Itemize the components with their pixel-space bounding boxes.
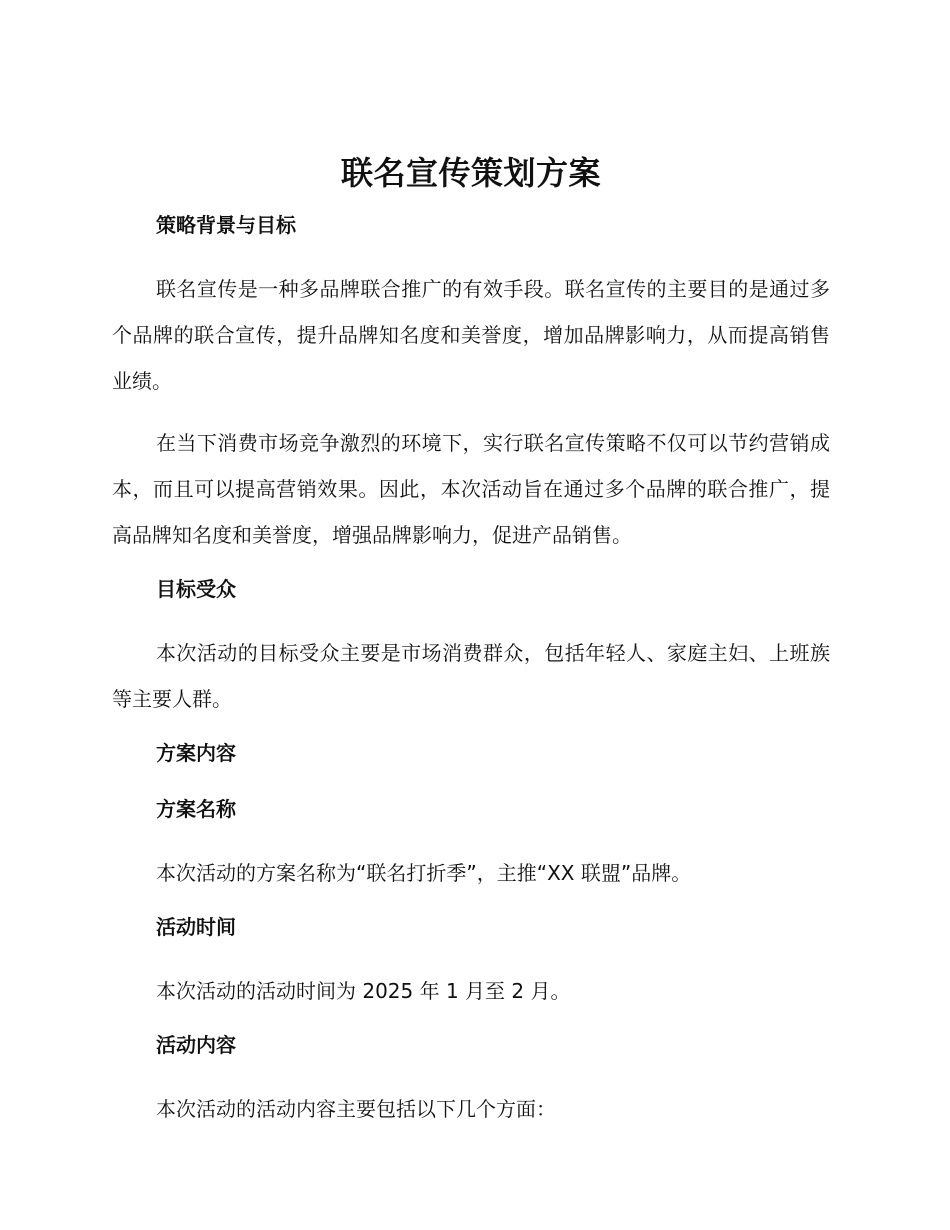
spacer	[112, 604, 830, 630]
paragraph-activity-1: 本次活动的活动内容主要包括以下几个方面：	[156, 1097, 556, 1121]
heading-audience: 目标受众	[156, 577, 236, 601]
paragraph-time-1: 本次活动的活动时间为 2025 年 1 月至 2 月。	[156, 979, 571, 1003]
spacer	[112, 942, 830, 968]
paragraph-background-1: 联名宣传是一种多品牌联合推广的有效手段。联名宣传的主要目的是通过多个品牌的联合宣传，提升品牌知名度和美誉度，增加品牌影响力，从而提高销售业绩。	[112, 277, 830, 393]
paragraph-plan-name-1: 本次活动的方案名称为“联名打折季”，主推“XX 联盟”品牌。	[156, 861, 692, 885]
spacer	[112, 896, 830, 912]
spacer	[112, 1060, 830, 1086]
spacer	[112, 722, 830, 738]
paragraph-audience-1: 本次活动的目标受众主要是市场消费群众，包括年轻人、家庭主妇、上班族等主要人群。	[112, 641, 830, 711]
spacer	[112, 404, 830, 420]
heading-activity: 活动内容	[156, 1033, 236, 1057]
document-body	[112, 150, 830, 1132]
paragraph-background-2: 在当下消费市场竞争激烈的环境下，实行联名宣传策略不仅可以节约营销成本，而且可以提高营销效果。因此，本次活动旨在通过多个品牌的联合推广，提高品牌知名度和美誉度，增强品牌影响力，促进产品销售。	[112, 431, 830, 547]
spacer	[112, 558, 830, 574]
spacer	[112, 768, 830, 794]
heading-background: 策略背景与目标	[156, 213, 296, 237]
spacer	[112, 1014, 830, 1030]
heading-plan: 方案内容	[156, 741, 236, 765]
spacer	[112, 240, 830, 266]
heading-plan-name: 方案名称	[156, 797, 236, 821]
spacer	[112, 824, 830, 850]
heading-time: 活动时间	[156, 915, 236, 939]
document-title: 联名宣传策划方案	[340, 154, 601, 192]
